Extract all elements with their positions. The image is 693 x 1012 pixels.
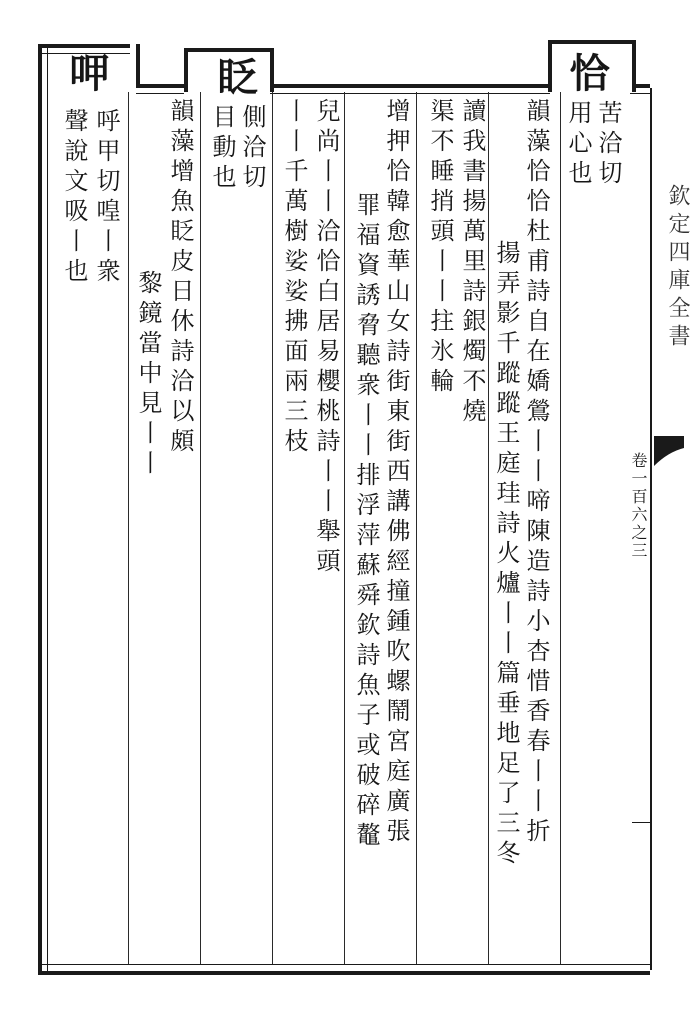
text-line: 黎鏡當中見丨丨	[134, 270, 162, 480]
column-rule	[128, 92, 129, 964]
text-line: 讀我書揚萬里詩銀燭不燒	[458, 98, 486, 428]
frame-left-border	[38, 44, 48, 974]
text-line: 丨丨千萬樹娑娑拂面兩三枝	[280, 98, 308, 458]
text-line: 增押恰韓愈華山女詩街東街西講佛經撞鍾吹螺鬧宮庭廣張	[382, 98, 410, 848]
text-line: 兒尚丨丨洽恰白居易櫻桃詩丨丨舉頭	[312, 98, 340, 578]
fish-tail-mark-icon	[654, 436, 684, 476]
entry-gloss-line: 側洽切	[238, 104, 266, 194]
text-line: 罪福資誘脅聽衆丨丨排浮萍蘇舜欽詩魚子或破碎鼇	[352, 192, 380, 852]
heading-tab-frame	[130, 44, 140, 88]
text-line: 韻藻增魚眨皮日休詩洽以頗	[166, 98, 194, 458]
entry-gloss-line: 聲說文吸丨也	[60, 108, 88, 288]
column-rule	[560, 92, 561, 964]
entry-gloss-line: 目動也	[208, 104, 236, 194]
frame-bottom-border	[38, 964, 650, 975]
frame-top-border	[136, 84, 184, 94]
spine-volume-label: 卷一百六之三	[629, 452, 648, 560]
column-rule	[272, 92, 273, 964]
text-line: 渠不睡捎頭丨丨拄氷輪	[426, 98, 454, 398]
entry-heading: 呷	[63, 52, 110, 92]
entry-heading: 眨	[211, 56, 258, 96]
entry-gloss-line: 用心也	[564, 100, 592, 190]
frame-top-border	[270, 84, 550, 94]
column-rule	[344, 92, 345, 964]
text-line: 韻藻恰恰杜甫詩自在嬌鶯丨丨啼陳造詩小杏惜香春丨丨折	[522, 98, 550, 848]
entry-heading: 恰	[563, 52, 610, 92]
column-rule	[488, 92, 489, 964]
spine-title: 欽定四庫全書	[665, 184, 690, 352]
column-rule	[200, 92, 201, 964]
text-line: 揚弄影千蹤蹤王庭珪詩火爐丨丨篇垂地足了三冬	[492, 240, 520, 870]
spine-tick	[632, 822, 650, 823]
entry-gloss-line: 呼甲切喤丨衆	[92, 108, 120, 288]
entry-gloss-line: 苦洽切	[594, 100, 622, 190]
spine-line	[650, 88, 652, 970]
column-rule	[416, 92, 417, 964]
